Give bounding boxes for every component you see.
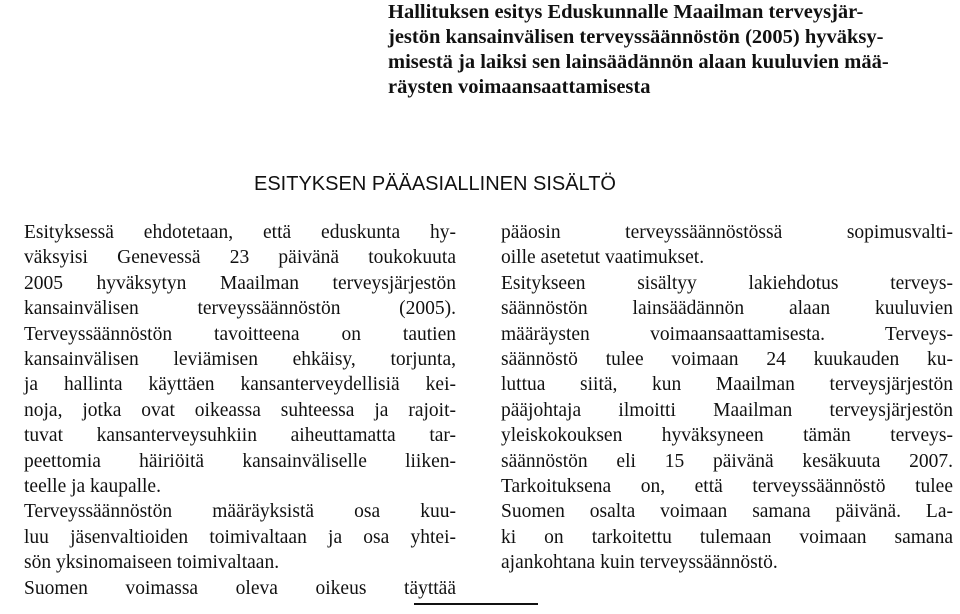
text-line: teelle ja kaupalle. xyxy=(24,476,161,498)
text-line: määräysten voimaansaattamisesta. Terveys- xyxy=(501,323,953,345)
text-line: yleiskokouksen hyväksyneen tämän terveys- xyxy=(501,425,953,447)
text-line: noja, jotka ovat oikeassa suhteessa ja rajoit- xyxy=(24,399,456,421)
text-line: väksyisi Genevessä 23 päivänä toukokuuta xyxy=(24,247,456,269)
document-title xyxy=(388,0,958,100)
text-line: tuvat kansanterveysuhkiin aiheuttamatta tar- xyxy=(24,425,456,447)
text-line: säännöstön eli 15 päivänä kesäkuuta 2007. xyxy=(501,450,953,472)
text-line: pääjohtaja ilmoitti Maailman terveysjärjestön xyxy=(501,399,953,421)
text-line: säännöstön lainsäädännön alaan kuuluvien xyxy=(501,298,953,320)
text-line: luu jäsenvaltioiden toimivaltaan ja osa yhtei- xyxy=(24,526,456,548)
text-line: Esityksessä ehdotetaan, että eduskunta hy- xyxy=(24,222,456,243)
title-line: misestä ja laiksi sen lainsäädännön alaan kuuluvien mää- xyxy=(388,51,889,73)
title-line: räysten voimaansaattamisesta xyxy=(388,76,651,98)
text-line: Suomen voimassa oleva oikeus täyttää xyxy=(24,577,456,599)
text-line: 2005 hyväksytyn Maailman terveysjärjestön xyxy=(24,272,456,294)
text-line: luttua siitä, kun Maailman terveysjärjestön xyxy=(501,374,953,396)
right-column xyxy=(501,220,953,576)
text-line: Terveyssäännöstön määräyksistä osa kuu- xyxy=(24,501,456,523)
footnote-rule xyxy=(414,603,538,605)
section-heading: ESITYKSEN PÄÄASIALLINEN SISÄLTÖ xyxy=(254,173,616,195)
left-column xyxy=(24,220,456,601)
text-line: kansainvälisen terveyssäännöstön (2005). xyxy=(24,298,456,320)
text-line: ajankohtana kuin terveyssäännöstö. xyxy=(501,552,778,574)
text-line: peettomia häiriöitä kansainväliselle liiken- xyxy=(24,450,456,472)
text-line: Terveyssäännöstön tavoitteena on tautien xyxy=(24,323,456,345)
text-line: Esitykseen sisältyy lakiehdotus terveys- xyxy=(501,272,953,294)
text-line: Suomen osalta voimaan samana päivänä. La- xyxy=(501,501,953,523)
text-line: Tarkoituksena on, että terveyssäännöstö tulee xyxy=(501,476,953,498)
text-line: kansainvälisen leviämisen ehkäisy, torjunta, xyxy=(24,349,456,371)
text-line: sön yksinomaiseen toimivaltaan. xyxy=(24,552,280,574)
title-line: jestön kansainvälisen terveyssäännöstön (2005) hyväksy- xyxy=(388,26,884,48)
title-line: Hallituksen esitys Eduskunnalle Maailman terveysjär- xyxy=(388,1,864,23)
text-line: pääosin terveyssäännöstössä sopimusvalti- xyxy=(501,222,953,243)
text-line: säännöstö tulee voimaan 24 kuukauden ku- xyxy=(501,349,953,371)
text-line: ja hallinta käyttäen kansanterveydellisiä kei- xyxy=(24,374,456,396)
text-line: ki on tarkoitettu tulemaan voimaan samana xyxy=(501,526,953,548)
text-line: oille asetetut vaatimukset. xyxy=(501,247,705,269)
